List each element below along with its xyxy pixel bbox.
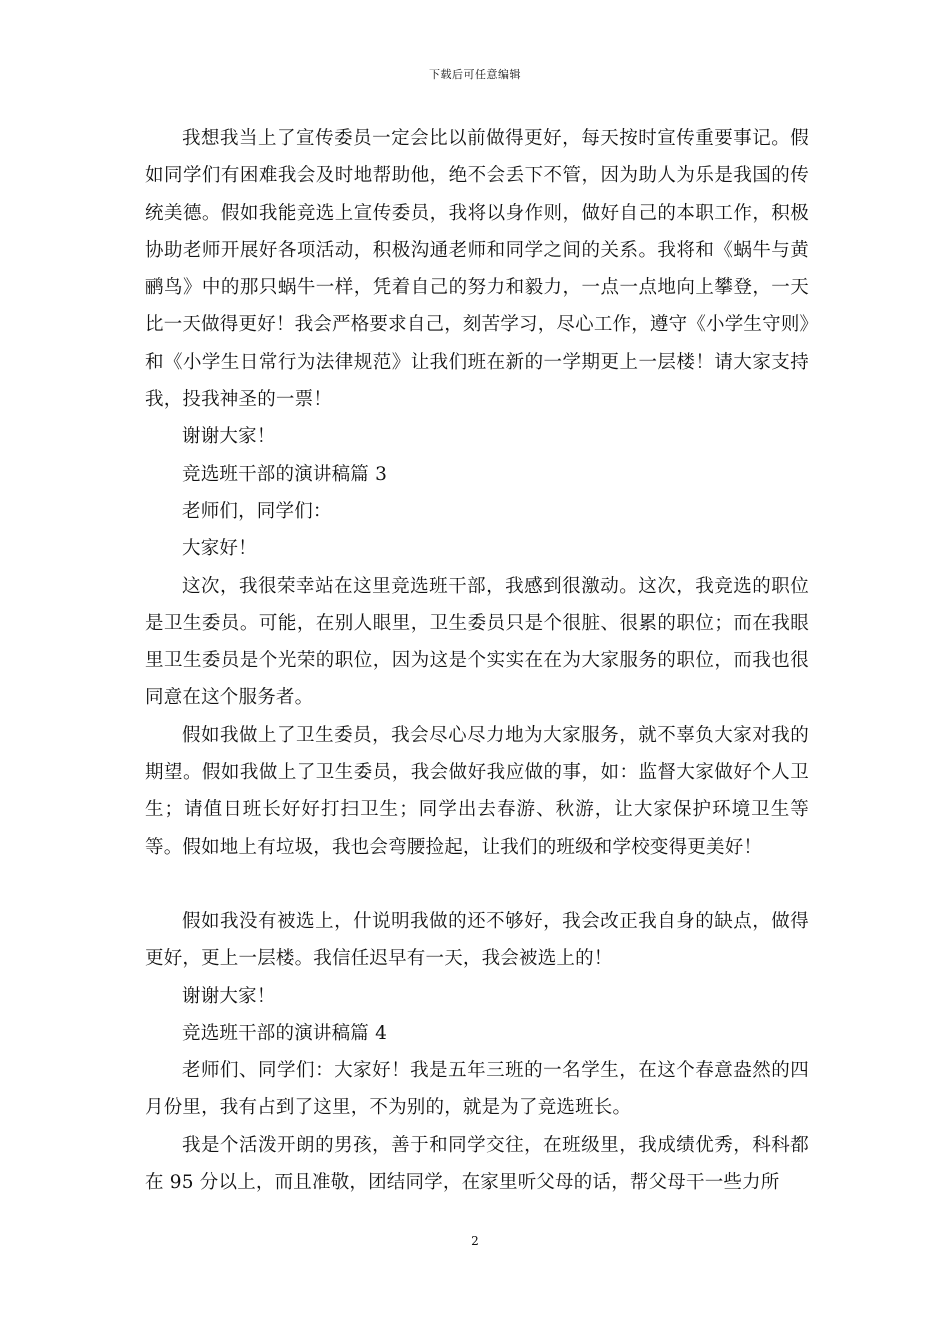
paragraph-self-description: 我是个活泼开朗的男孩，善于和同学交往，在班级里，我成绩优秀，科科都在 95 分以上，而且准敬，团结同学，在家里听父母的话，帮父母干一些力所 <box>145 1134 809 1194</box>
paragraph-speech-continuation: 我想我当上了宣传委员一定会比以前做得更好，每天按时宣传重要事记。假如同学们有困难我会及时地帮助他，绝不会丢下不管，因为助人为乐是我国的传统美德。假如我能竞选上宣传委员，我将以身作则，做好自己的本职工作，积极协助老师开展好各项活动，积极沟通老师和同学之间的关系。我将和《蜗牛与黄鹂鸟》中的那只蜗牛一样，凭着自己的努力和毅力，一点一点地向上攀登，一天比一天做得更好！我会严格要求自己，刻苦学习，尽心工作，遵守《小学生守则》和《小学生日常行为法律规范》让我们班在新的一学期更上一层楼！请大家支持我，投我神圣的一票！ <box>145 128 809 411</box>
paragraph-promise: 假如我做上了卫生委员，我会尽心尽力地为大家服务，就不辜负大家对我的期望。假如我做上了卫生委员，我会做好我应做的事，如：监督大家做好个人卫生；请值日班长好好打扫卫生；同学出去春游、秋游，让大家保护环境卫生等等。假如地上有垃圾，我也会弯腰捡起，让我们的班级和学校变得更美好！ <box>145 724 809 858</box>
paragraph-greeting: 大家好！ <box>182 538 257 560</box>
section-title-speech-3: 竞选班干部的演讲稿篇 3 <box>182 463 388 485</box>
paragraph-salutation: 老师们，同学们： <box>182 500 332 522</box>
page-header: 下载后可任意编辑 <box>429 68 521 81</box>
paragraph-if-not-elected: 假如我没有被选上，什说明我做的还不够好，我会改正我自身的缺点，做得更好，更上一层楼。我信任迟早有一天，我会被选上的！ <box>145 910 809 970</box>
paragraph-greeting-intro: 老师们、同学们：大家好！我是五年三班的一名学生，在这个春意盎然的四月份里，我有占到了这里，不为别的，就是为了竞选班长。 <box>145 1060 809 1119</box>
document-body <box>145 120 809 1201</box>
page-number: 2 <box>471 1234 479 1248</box>
section-title-speech-4: 竞选班干部的演讲稿篇 4 <box>182 1022 388 1044</box>
paragraph-thanks: 谢谢大家！ <box>182 426 276 448</box>
paragraph-thanks: 谢谢大家！ <box>182 985 276 1007</box>
paragraph-intro: 这次，我很荣幸站在这里竞选班干部，我感到很激动。这次，我竞选的职位是卫生委员。可能，在别人眼里，卫生委员只是个很脏、很累的职位；而在我眼里卫生委员是个光荣的职位，因为这是个实实在在为大家服务的职位，而我也很同意在这个服务者。 <box>145 575 809 709</box>
